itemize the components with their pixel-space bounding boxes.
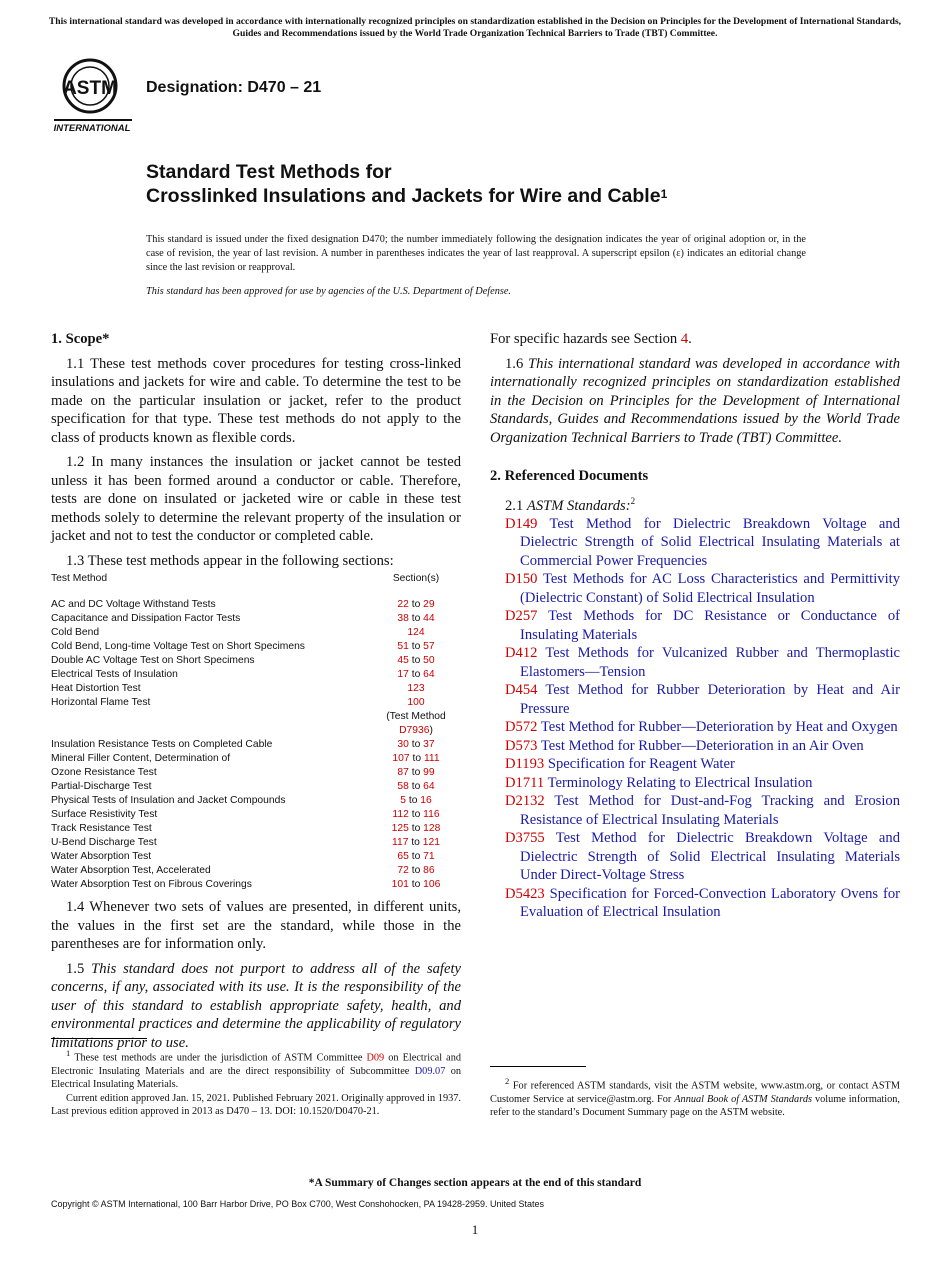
- range-word: to: [411, 739, 421, 750]
- test-method-cell: Cold Bend, Long-time Voltage Test on Short Specimens: [51, 641, 305, 652]
- section-link-end[interactable]: 16: [420, 795, 432, 806]
- footnote-rule-right: [490, 1066, 586, 1067]
- ref-code-link[interactable]: D5423: [505, 885, 545, 902]
- table-header-section: Section(s): [392, 573, 440, 584]
- list-item: [490, 607, 900, 644]
- test-method-cell: Surface Resistivity Test: [51, 809, 158, 820]
- section-cell: [371, 822, 461, 836]
- dod-notice: This standard has been approved for use by agencies of the U.S. Department of Defense.: [146, 286, 512, 297]
- section-cell: [371, 612, 461, 626]
- fn1-text-c: on Electrical Insulating Materials.: [51, 1065, 462, 1091]
- range-word: to: [408, 795, 418, 806]
- section-link-end[interactable]: 44: [423, 613, 435, 624]
- ref-code-link[interactable]: D572: [505, 719, 538, 736]
- sub-title: ASTM Standards:: [526, 497, 631, 514]
- section-link-start[interactable]: 124: [407, 627, 425, 638]
- page-number: 1: [471, 1222, 479, 1237]
- document-title: [146, 160, 667, 208]
- list-item: [490, 829, 900, 885]
- ref-title-link[interactable]: Test Method for Dielectric Breakdown Voltage and Dielectric Strength of Solid Electrical Insulating Materials at Commercial Power Frequencies: [520, 515, 900, 569]
- fn1-link-d0907[interactable]: D09.07: [414, 1065, 446, 1077]
- footnote-rule-left: [51, 1038, 147, 1039]
- ref-title-link[interactable]: Test Methods for Vulcanized Rubber and Thermoplastic Elastomers—Tension: [520, 645, 900, 680]
- table-row: [51, 696, 461, 738]
- section-link-end[interactable]: 121: [422, 837, 440, 848]
- ref-code-link[interactable]: D149: [505, 515, 538, 532]
- section-cell: [371, 668, 461, 682]
- para-1-1: 1.1 These test methods cover procedures for testing cross-linked insulations and jackets for wire and cable. To determine the test to be made on the particular insulation or jacket, refer to the product specification for that type. These test methods do not apply to the class of products known as flexible cords.: [51, 355, 461, 446]
- test-method-cell: Partial-Discharge Test: [51, 781, 152, 792]
- section-link-start[interactable]: 117: [392, 837, 409, 848]
- section-cell: [371, 654, 461, 668]
- section-link-end[interactable]: 111: [423, 753, 440, 764]
- right-column: [490, 330, 900, 922]
- para-1-5-text: This standard does not purport to address all of the safety concerns, if any, associated with its use. It is the responsibility of the user of this standard to establish appropriate safety, health, and environmental practices and determine the applicability of regulatory limitations prior to use.: [51, 960, 461, 1051]
- test-method-cell: Capacitance and Dissipation Factor Tests: [51, 613, 241, 624]
- section-link-start[interactable]: 112: [392, 809, 409, 820]
- logo-text: ASTM: [63, 78, 117, 99]
- test-method-cell: Insulation Resistance Tests on Completed Cable: [51, 739, 273, 750]
- ref-title-link[interactable]: Test Method for Rubber—Deterioration in an Air Oven: [540, 737, 864, 754]
- range-word: to: [411, 641, 421, 652]
- list-item: [490, 570, 900, 607]
- para-1-4: 1.4 Whenever two sets of values are presented, in different units, the values in the first set are the standard, while those in the parentheses are for information only.: [51, 899, 461, 952]
- section-note: (Test Method: [386, 711, 446, 722]
- table-row: [51, 654, 461, 668]
- section-link-end[interactable]: 86: [423, 865, 435, 876]
- ref-title-link[interactable]: Test Method for Rubber Deterioration by Heat and Air Pressure: [520, 682, 900, 717]
- sub-footnote-mark: 2: [630, 495, 636, 506]
- test-method-cell: Water Absorption Test, Accelerated: [51, 865, 211, 876]
- section-cell: [371, 766, 461, 780]
- test-method-cell: U-Bend Discharge Test: [51, 837, 157, 848]
- table-row: [51, 878, 461, 892]
- footnote-2: [490, 1075, 900, 1120]
- copyright: Copyright © ASTM International, 100 Barr Harbor Drive, PO Box C700, West Conshohocken, PA 19428-2959. United States: [51, 1199, 545, 1209]
- section-link-start[interactable]: 101: [391, 879, 409, 890]
- section-cell: [371, 794, 461, 808]
- range-word: to: [411, 655, 421, 666]
- sub-number: 2.1: [505, 497, 524, 514]
- section-link-start[interactable]: 38: [397, 613, 409, 624]
- section-link-start[interactable]: 87: [397, 767, 409, 778]
- section-link-start[interactable]: 58: [397, 781, 409, 792]
- section-link-start[interactable]: 72: [397, 865, 409, 876]
- section-link-start[interactable]: 65: [397, 851, 409, 862]
- section-link-end[interactable]: 116: [423, 809, 440, 820]
- list-item: [490, 755, 900, 774]
- range-word: to: [411, 767, 421, 778]
- section-link-end[interactable]: 64: [423, 781, 435, 792]
- test-method-cell: Mineral Filler Content, Determination of: [51, 753, 231, 764]
- summary-note: *A Summary of Changes section appears at the end of this standard: [308, 1177, 642, 1189]
- fn1-text-a: These test methods are under the jurisdiction of ASTM Committee: [74, 1052, 363, 1064]
- ref-title-link[interactable]: Specification for Forced-Convection Laboratory Ovens for Evaluation of Electrical Insulation: [520, 885, 900, 921]
- section-link-end[interactable]: 57: [423, 641, 435, 652]
- ref-title-link[interactable]: Test Method for Dust-and-Fog Tracking and Erosion Resistance of Electrical Insulating Materials: [520, 793, 900, 828]
- table-row: [51, 612, 461, 626]
- list-item: [490, 644, 900, 681]
- section-link-start[interactable]: 100: [407, 697, 425, 708]
- fn2-italic: Annual Book of ASTM Standards: [674, 1093, 812, 1105]
- para-1-2: 1.2 In many instances the insulation or jacket cannot be tested unless it has been formed around a conductor or cable. Therefore, tests are done on insulated or jacketed wire or cable in these test methods solely to determine the relevant property of the insulation or jacket and not to test the conductor or completed cable.: [51, 454, 461, 544]
- test-method-cell: Double AC Voltage Test on Short Specimens: [51, 655, 255, 666]
- table-row: [51, 640, 461, 654]
- table-row: [51, 626, 461, 640]
- section-link-start[interactable]: 125: [391, 823, 409, 834]
- table-row: [51, 682, 461, 696]
- wto-notice: This international standard was developed in accordance with internationally recognized principles on standardization established in the Decision on Principles for the Development of International Standards, Guides and Recommendations issued by the World Trade Organization Technical Barriers to Trade (TBT) Committee.: [48, 16, 902, 39]
- section-cell: [371, 640, 461, 654]
- section-link-start[interactable]: 17: [397, 669, 409, 680]
- ref-code-link[interactable]: D573: [505, 737, 538, 754]
- section-note-link[interactable]: D7936: [399, 725, 430, 736]
- section-cell: [371, 598, 461, 612]
- table-row: [51, 752, 461, 766]
- range-word: to: [411, 781, 421, 792]
- para-1-5-continued: For specific hazards see Section 4.: [490, 331, 692, 347]
- list-item: [490, 681, 900, 718]
- logo-subtext: INTERNATIONAL: [53, 123, 131, 134]
- para-1-3: 1.3 These test methods appear in the following sections:: [66, 552, 394, 569]
- table-row: [51, 850, 461, 864]
- fn1-edition: Current edition approved Jan. 15, 2021. Published February 2021. Originally approved in 1937. Last previous edition approved in 2013 as D470 – 13. DOI: 10.1520/D0470-21.: [51, 1092, 461, 1118]
- range-word: to: [411, 837, 420, 848]
- ref-code-link[interactable]: D412: [505, 645, 538, 662]
- list-item: [490, 515, 900, 571]
- section-link-end[interactable]: 128: [423, 823, 441, 834]
- scope-heading: 1. Scope*: [51, 331, 110, 347]
- section-link-start[interactable]: 51: [397, 641, 409, 652]
- referenced-list: [490, 515, 900, 922]
- test-method-cell: Water Absorption Test: [51, 851, 152, 862]
- section-link-end[interactable]: 50: [423, 655, 435, 666]
- table-row: [51, 822, 461, 836]
- section-cell: [371, 752, 461, 766]
- test-method-cell: Ozone Resistance Test: [51, 767, 157, 778]
- table-row: [51, 598, 461, 612]
- section-cell: [371, 780, 461, 794]
- table-row: [51, 808, 461, 822]
- table-row: [51, 780, 461, 794]
- ref-title-link[interactable]: Test Method for Dielectric Breakdown Voltage and Dielectric Strength of Solid Electrical Insulating Materials Under Direct-Voltage Stress: [520, 830, 901, 884]
- test-method-cell: Heat Distortion Test: [51, 683, 141, 694]
- test-method-cell: Electrical Tests of Insulation: [51, 669, 178, 680]
- test-method-cell: Track Resistance Test: [51, 823, 152, 834]
- test-method-cell: AC and DC Voltage Withstand Tests: [51, 599, 216, 610]
- ref-code-link[interactable]: D257: [505, 608, 538, 625]
- range-word: to: [411, 669, 421, 680]
- ref-code-link[interactable]: D1711: [505, 774, 545, 791]
- section-link-start[interactable]: 123: [407, 683, 425, 694]
- ref-code-link[interactable]: D1193: [505, 756, 545, 773]
- section-link-start[interactable]: 22: [397, 599, 409, 610]
- ref-code-link[interactable]: D3755: [505, 830, 545, 847]
- section-link-end[interactable]: 106: [423, 879, 441, 890]
- para-1-6-number: 1.6: [505, 355, 524, 372]
- footnote-1: [51, 1047, 461, 1119]
- table-header-method: Test Method: [51, 573, 108, 584]
- ref-code-link[interactable]: D2132: [505, 793, 545, 810]
- test-method-cell: Water Absorption Test on Fibrous Coverings: [51, 879, 252, 890]
- section-link-start[interactable]: 107: [392, 753, 410, 764]
- astm-standards-sub: [490, 492, 900, 515]
- list-item: [490, 737, 900, 756]
- fn1-mark: 1: [66, 1048, 71, 1058]
- left-column: [51, 330, 461, 1051]
- sections-table: [51, 572, 461, 892]
- title-line-1: Standard Test Methods for: [146, 161, 392, 183]
- list-item: [490, 718, 900, 737]
- para-1-5-number: 1.5: [66, 960, 85, 977]
- section-4-link[interactable]: 4: [680, 331, 689, 347]
- section-cell: [371, 682, 461, 696]
- range-word: to: [411, 865, 421, 876]
- section-link-end[interactable]: 37: [423, 739, 435, 750]
- range-word: to: [411, 823, 421, 834]
- table-row: [51, 738, 461, 752]
- issuance-notice: This standard is issued under the fixed designation D470; the number immediately following the designation indicates the year of original adoption or, in the case of revision, the year of last revision. A number in parentheses indicates the year of last reapproval. A superscript epsilon (ε) indicates an editorial change since the last revision or reapproval.: [146, 234, 806, 273]
- ref-title-link[interactable]: Test Methods for DC Resistance or Conductance of Insulating Materials: [520, 608, 900, 643]
- table-row: [51, 836, 461, 850]
- ref-title-link[interactable]: Specification for Reagent Water: [547, 756, 735, 773]
- range-word: to: [411, 879, 421, 890]
- test-method-cell: Physical Tests of Insulation and Jacket Compounds: [51, 795, 286, 806]
- section-link-end[interactable]: 71: [423, 851, 435, 862]
- designation: Designation: D470 – 21: [146, 79, 322, 96]
- fn1-link-d09[interactable]: D09: [366, 1052, 385, 1064]
- para-1-6: [490, 355, 900, 448]
- table-row: [51, 864, 461, 878]
- section-link-end[interactable]: 99: [423, 767, 435, 778]
- para-1-5-tail: For specific hazards see Section: [490, 331, 678, 347]
- section-cell: [371, 696, 461, 738]
- fn2-text-a: For referenced ASTM standards, visit the ASTM website, www.astm.org, or contact ASTM Customer Service at service@astm.org. For: [490, 1080, 900, 1105]
- range-word: to: [411, 851, 421, 862]
- table-row: [51, 766, 461, 780]
- astm-logo: [52, 56, 134, 136]
- section-cell: [371, 850, 461, 864]
- section-link-start[interactable]: 45: [397, 655, 409, 666]
- section-note-end: ): [429, 725, 433, 736]
- range-word: to: [411, 809, 421, 820]
- section-cell: [371, 836, 461, 850]
- section-link-end[interactable]: 64: [423, 669, 435, 680]
- referenced-heading: 2. Referenced Documents: [490, 468, 649, 484]
- table-row: [51, 668, 461, 682]
- range-word: to: [411, 613, 421, 624]
- section-link-start[interactable]: 5: [400, 795, 406, 806]
- section-cell: [371, 864, 461, 878]
- test-method-cell: Cold Bend: [51, 627, 100, 638]
- table-row: [51, 794, 461, 808]
- fn2-text-b: volume information, refer to the standard’s Document Summary page on the ASTM website.: [490, 1093, 900, 1119]
- section-cell: [371, 808, 461, 822]
- range-word: to: [411, 599, 421, 610]
- list-item: [490, 774, 900, 793]
- section-link-end[interactable]: 29: [423, 599, 435, 610]
- title-line-2: Crosslinked Insulations and Jackets for Wire and Cable: [146, 185, 661, 207]
- list-item: [490, 885, 900, 922]
- section-cell: [371, 878, 461, 892]
- ref-title-link[interactable]: Test Methods for AC Loss Characteristics and Permittivity (Dielectric Constant) of Solid Electrical Insulation: [520, 571, 900, 606]
- list-item: [490, 792, 900, 829]
- range-word: to: [412, 753, 422, 764]
- para-1-6-text: This international standard was developed in accordance with internationally recognized principles on standardization established in the Decision on Principles for the Development of International Standards, Guides and Recommendations issued by the World Trade Organization Technical Barriers to Trade (TBT) Committee.: [490, 355, 901, 446]
- fn2-mark: 2: [505, 1076, 510, 1086]
- fn1-text-b: on Electrical and Electronic Insulating Materials and are the direct responsibility of Subcommittee: [51, 1052, 461, 1077]
- section-cell: [371, 626, 461, 640]
- section-cell: [371, 738, 461, 752]
- ref-title-link[interactable]: Test Method for Rubber—Deterioration by Heat and Oxygen: [540, 719, 898, 736]
- section-link-start[interactable]: 30: [397, 739, 409, 750]
- ref-title-link[interactable]: Terminology Relating to Electrical Insulation: [547, 774, 813, 791]
- test-method-cell: Horizontal Flame Test: [51, 697, 151, 708]
- title-footnote-mark: 1: [660, 187, 668, 201]
- ref-code-link[interactable]: D150: [505, 571, 538, 588]
- ref-code-link[interactable]: D454: [505, 682, 538, 699]
